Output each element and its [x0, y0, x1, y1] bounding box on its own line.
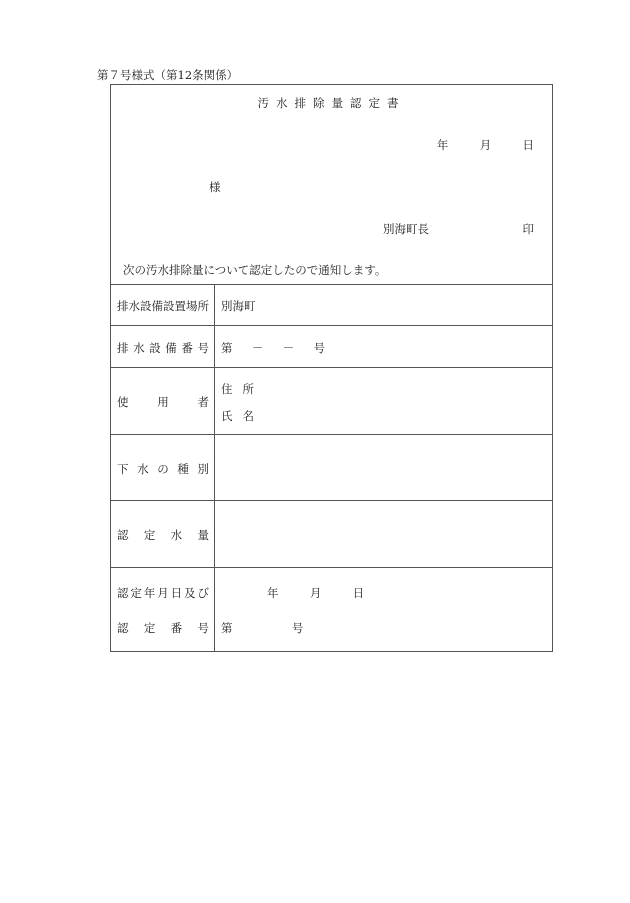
value-cell [215, 435, 552, 500]
equipment-number-label-char: 水 [133, 341, 145, 355]
certification-label-char: 月 [157, 586, 169, 600]
certification-label-char: 定 [130, 586, 142, 600]
certificate-frame [110, 84, 553, 652]
table-row-sewage-type [111, 435, 552, 501]
certified-volume-label [117, 527, 209, 543]
user-label-char: 者 [197, 395, 209, 409]
user-label-char: 用 [157, 395, 169, 409]
equipment-number-suffix: 号 [313, 341, 325, 355]
certification-number-prefix: 第 [221, 621, 233, 635]
sewage-type-label-char: の [157, 462, 169, 476]
table-row-equipment-number [111, 326, 552, 368]
table-row-location [111, 284, 552, 326]
table-row-certification [111, 568, 552, 651]
certification-label-char: 及 [184, 586, 196, 600]
user-label-char: 使 [117, 395, 129, 409]
certification-label-char: 認 [117, 621, 129, 635]
table-row-certified-volume [111, 501, 552, 568]
certification-label-char: 号 [197, 621, 209, 635]
equipment-number-label [117, 340, 209, 356]
user-label [117, 394, 209, 410]
issuer-name: 別海町長 [383, 222, 429, 236]
certification-label-char: 認 [117, 586, 129, 600]
seal-mark: 印 [522, 222, 534, 236]
certification-year-label: 年 [267, 586, 279, 600]
location-label: 排水設備設置場所 [117, 299, 209, 313]
certification-month-label: 月 [309, 586, 322, 600]
equipment-number-dash: － [282, 341, 295, 355]
label-cell [111, 368, 215, 434]
certificate-header [111, 85, 552, 285]
value-cell [215, 368, 552, 434]
certification-day-label: 日 [352, 586, 365, 600]
form-number: 第７号様式（第12条関係） [97, 68, 239, 82]
certified-volume-label-char: 定 [143, 528, 156, 542]
equipment-number-label-char: 番 [181, 341, 193, 355]
issue-month-label: 月 [479, 138, 492, 152]
label-cell [111, 326, 215, 367]
label-cell [111, 501, 215, 567]
equipment-number-label-char: 設 [149, 341, 161, 355]
certified-volume-label-char: 認 [117, 528, 129, 542]
equipment-number-label-char: 排 [117, 341, 129, 355]
certified-volume-label-char: 量 [197, 528, 209, 542]
certificate-table [111, 284, 552, 651]
equipment-number-prefix: 第 [221, 341, 233, 355]
equipment-number-label-char: 備 [165, 341, 177, 355]
certification-label-line1 [117, 585, 209, 601]
equipment-number-dash: － [251, 341, 264, 355]
recipient-suffix: 様 [209, 180, 221, 194]
name-label: 氏名 [221, 409, 264, 423]
equipment-number-label-char: 号 [197, 341, 209, 355]
certification-label-char: び [197, 586, 209, 600]
sewage-type-label [117, 461, 209, 477]
certified-volume-label-char: 水 [170, 528, 183, 542]
label-cell [111, 284, 215, 325]
certification-label-char: 日 [170, 586, 183, 600]
certification-date [267, 585, 364, 601]
equipment-number-value [221, 340, 325, 356]
location-value: 別海町 [221, 299, 256, 313]
certification-number-suffix: 号 [291, 621, 304, 635]
value-cell [215, 568, 552, 651]
sewage-type-label-char: 下 [117, 462, 129, 476]
sewage-type-label-char: 種 [177, 462, 189, 476]
issue-date [437, 137, 534, 153]
value-cell [215, 284, 552, 325]
notice-text: 次の汚水排除量について認定したので通知します。 [123, 263, 387, 277]
issue-day-label: 日 [522, 138, 534, 152]
value-cell [215, 326, 552, 367]
address-label: 住所 [221, 382, 264, 396]
certification-label-char: 番 [170, 621, 183, 635]
document-title: 汚水排除量認定書 [257, 96, 406, 110]
certification-label-char: 定 [143, 621, 156, 635]
label-cell [111, 568, 215, 651]
certification-label-line2 [117, 620, 209, 636]
value-cell [215, 501, 552, 567]
certification-label-char: 年 [143, 586, 156, 600]
sewage-type-label-char: 別 [197, 462, 209, 476]
table-row-user [111, 368, 552, 435]
certification-number [221, 620, 303, 636]
label-cell [111, 435, 215, 500]
issue-year-label: 年 [436, 138, 449, 152]
sewage-type-label-char: 水 [137, 462, 149, 476]
